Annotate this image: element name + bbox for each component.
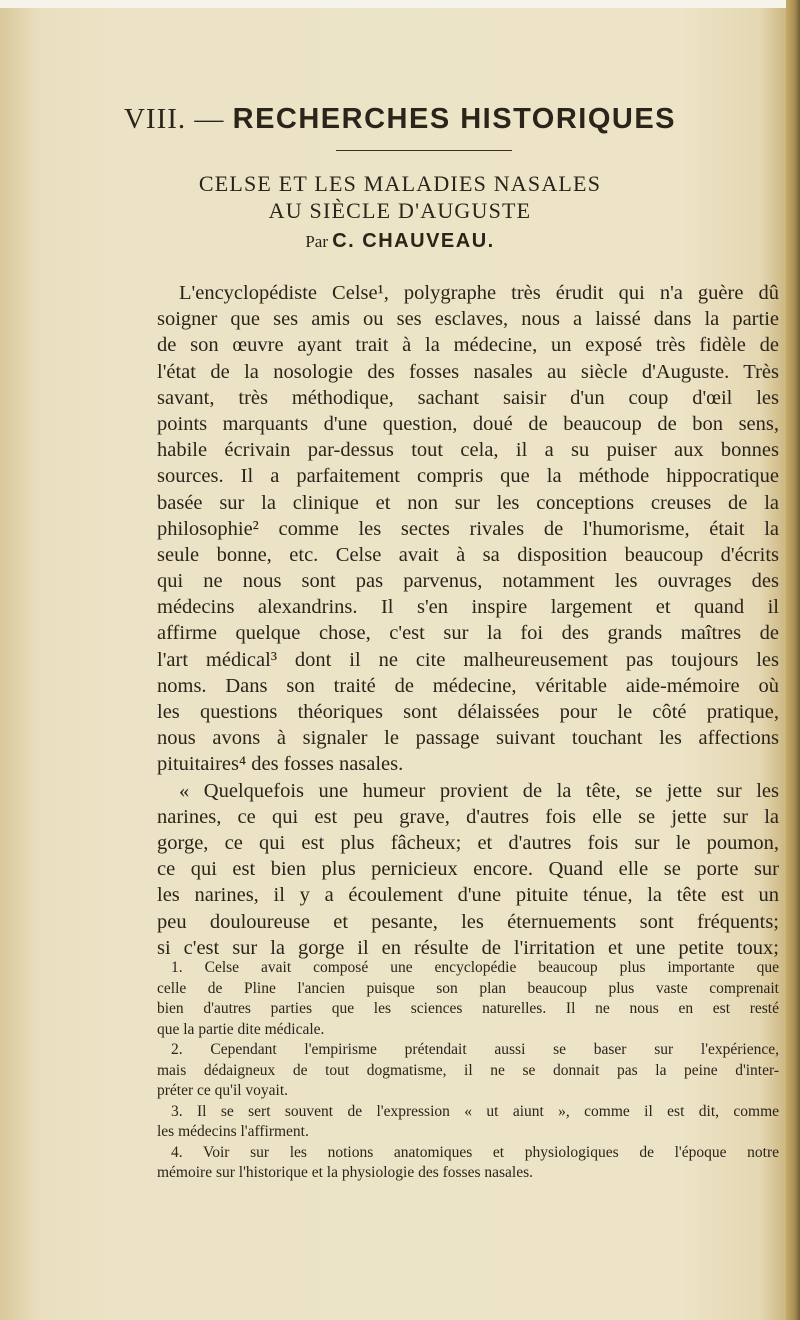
body-line: savant, très méthodique, sachant saisir d'un coup d'œil les <box>157 386 779 409</box>
footnote-line: bien d'autres parties que les sciences naturelles. Il ne nous en est resté <box>157 1000 779 1017</box>
body-line: noms. Dans son traité de médecine, véritable aide-mémoire où <box>157 674 779 697</box>
byline <box>0 230 800 253</box>
scan-top-edge <box>0 0 800 8</box>
body-line: les questions théoriques sont délaissées pour le côté pratique, <box>157 701 779 723</box>
body-line: pituitaires⁴ des fosses nasales. <box>157 753 404 776</box>
body-line: « Quelquefois une humeur provient de la tête, se jette sur les <box>179 779 779 802</box>
section-number: VIII. <box>123 103 187 135</box>
section-title: RECHERCHES HISTORIQUES <box>232 103 677 135</box>
body-line: si c'est sur la gorge il en résulte de l'irritation et une petite toux; <box>157 936 779 959</box>
footnote-line: que la partie dite médicale. <box>157 1020 325 1038</box>
footnote-line: 1. Celse avait composé une encyclopédie beaucoup plus importante que <box>171 959 779 976</box>
body-line: médecins alexandrins. Il s'en inspire largement et quand il <box>157 596 779 619</box>
heading-rule <box>336 150 512 151</box>
footnote-line: 4. Voir sur les notions anatomiques et physiologiques de l'époque notre <box>171 1143 779 1161</box>
body-line: basée sur la clinique et non sur les conceptions creuses de la <box>157 491 779 514</box>
footnote-line: préter ce qu'il voyait. <box>157 1082 289 1099</box>
body-line: gorge, ce qui est plus fâcheux; et d'autres fois sur le poumon, <box>157 831 779 854</box>
body-line: sources. Il a parfaitement compris que la méthode hippocratique <box>157 465 779 488</box>
footnotes <box>157 958 779 1184</box>
body-line: soigner que ses amis ou ses esclaves, nous a laissé dans la partie <box>157 308 779 331</box>
section-heading <box>0 103 800 136</box>
body-line: nous avons à signaler le passage suivant touchant les affections <box>157 727 779 750</box>
byline-prefix: Par <box>305 232 328 251</box>
body-line: les narines, il y a écoulement d'une pituite ténue, la tête est un <box>157 884 779 907</box>
author-name: C. CHAUVEAU. <box>332 230 495 252</box>
body-line: points marquants d'une question, doué de beaucoup de bon sens, <box>157 412 779 435</box>
footnote-line: 2. Cependant l'empirisme prétendait aussi se baser sur l'expérience, <box>171 1041 779 1058</box>
body-text <box>157 280 779 961</box>
body-line: l'état de la nosologie des fosses nasales au siècle d'Auguste. Très <box>157 360 779 383</box>
body-line: philosophie² comme les sectes rivales de l'humorisme, était la <box>157 517 779 540</box>
article-title-line: CELSE ET LES MALADIES NASALES <box>198 171 602 196</box>
body-line: narines, ce qui est peu grave, d'autres fois elle se jette sur la <box>157 805 779 828</box>
body-line: ce qui est bien plus pernicieux encore. Quand elle se porte sur <box>157 858 779 881</box>
body-line: l'art médical³ dont il ne cite malheureusement pas toujours les <box>157 648 779 671</box>
body-line: qui ne nous sont pas parvenus, notamment les ouvrages des <box>157 570 779 593</box>
footnote-line: celle de Pline l'ancien puisque son plan beaucoup plus vaste comprenait <box>157 979 779 997</box>
body-line: peu douloureuse et pesante, les éternuements sont fréquents; <box>157 910 779 933</box>
body-line: habile écrivain par-dessus tout cela, il a su puiser aux bonnes <box>157 439 779 462</box>
body-line: L'encyclopédiste Celse¹, polygraphe très érudit qui n'a guère dû <box>179 282 779 304</box>
article-title <box>0 170 800 224</box>
heading-dash: — <box>194 103 225 135</box>
body-line: de son œuvre ayant trait à la médecine, un exposé très fidèle de <box>157 334 779 357</box>
footnote-line: mais dédaigneux de tout dogmatisme, il ne se donnait pas la peine d'inter- <box>157 1061 779 1079</box>
body-line: affirme quelque chose, c'est sur la foi des grands maîtres de <box>157 622 779 645</box>
body-line: seule bonne, etc. Celse avait à sa disposition beaucoup d'écrits <box>157 543 779 566</box>
footnote-line: les médecins l'affirment. <box>157 1123 309 1140</box>
footnote-line: mémoire sur l'historique et la physiologie des fosses nasales. <box>157 1164 534 1181</box>
footnote-line: 3. Il se sert souvent de l'expression « ut aiunt », comme il est dit, comme <box>171 1102 779 1120</box>
article-title-line: AU SIÈCLE D'AUGUSTE <box>268 198 532 223</box>
